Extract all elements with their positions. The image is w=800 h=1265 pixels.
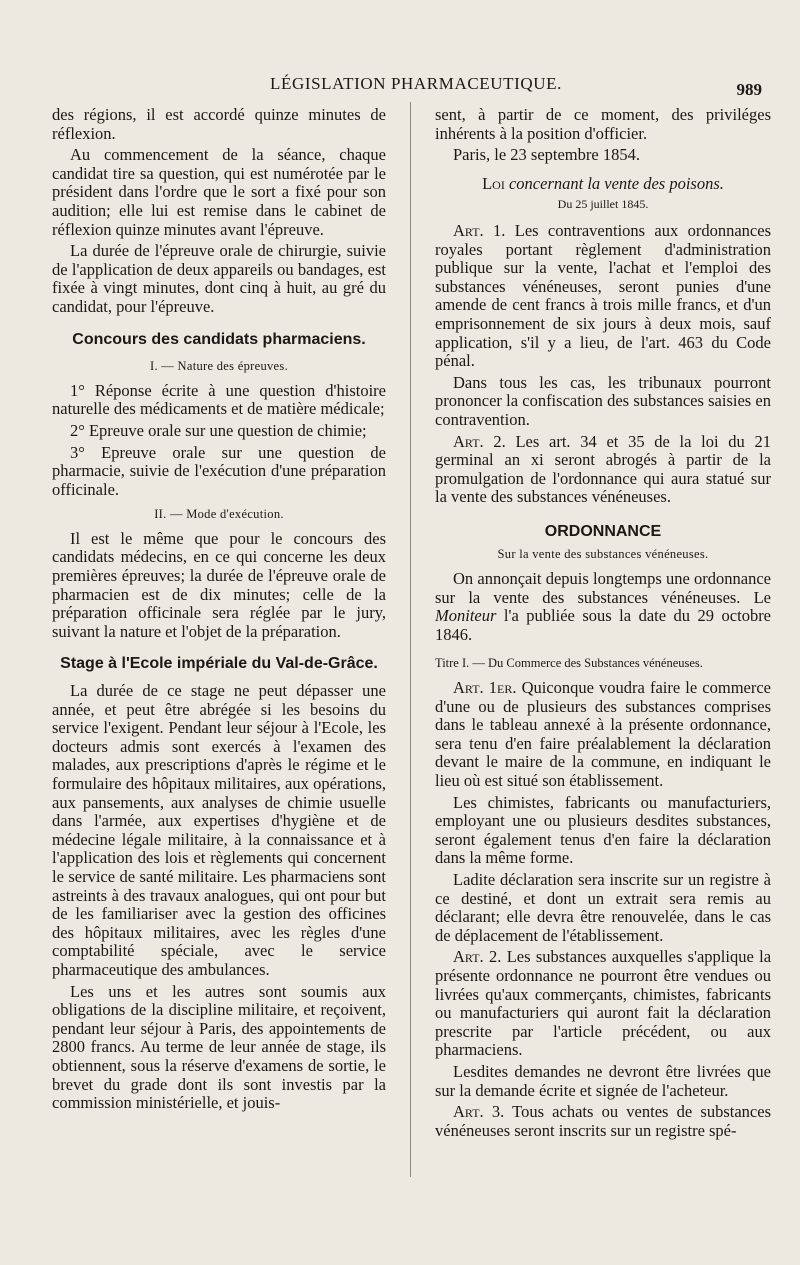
paragraph: La durée de l'épreuve orale de chirurgie, suivie de l'application de deux appareils ou bandages, est fixée à vingt minutes, dont cinq à huit, au gré du candidat, pour l'épreuve. — [52, 241, 386, 316]
right-column — [435, 106, 771, 1143]
paragraph: Les uns et les autres sont soumis aux obligations de la discipline militaire, et reçoivent, pendant leur séjour à Paris, des appointements de 2800 francs. Au terme de leur année de stage, ils obtiennent, sous la réserve d'examens de sortie, le brevet du grade dont ils sont investis par la commission ministérielle, et jouis- — [52, 981, 386, 1113]
text: l'a publiée sous la date du 29 octobre 1846. — [435, 606, 772, 644]
law-title: concernant la vente des poisons. — [508, 173, 724, 193]
article-label: Art. 2. — [453, 947, 502, 967]
subheading-mode: II. — Mode d'exécution. — [154, 507, 284, 522]
article-label: Art. 2. — [453, 431, 506, 451]
ordonnance-subheading: Sur la vente des substances vénéneuses. — [497, 547, 709, 562]
law-prefix: Loi — [482, 173, 505, 193]
subheading-nature: I. — Nature des épreuves. — [149, 359, 288, 374]
paragraph — [435, 570, 771, 644]
paragraph: Paris, le 23 septembre 1854. — [453, 145, 640, 165]
law-heading — [435, 175, 771, 194]
law-date: Du 25 juillet 1845. — [557, 197, 649, 212]
article-text: Quiconque voudra faire le commerce d'une ou de plusieurs des substances comprises dans le tableau annexé à la présente ordonnance, sera tenu d'en faire préalablement la déclaration devant le maire de la commune, en indiquant le lieu où est situé son établissement. — [435, 678, 771, 790]
article — [435, 948, 771, 1060]
article-label: Art. 3. — [453, 1102, 505, 1122]
article — [435, 222, 771, 371]
paragraph: Au commencement de la séance, chaque candidat tire sa question, qui est numérotée par le président dans l'ordre que le sort a fixé pour son audition; elle lui est remise dans le cabinet de réflexion quinze minutes avant l'épreuve. — [52, 145, 386, 239]
article-text: Les substances auxquelles s'applique la présente ordonnance ne pourront être vendues ou livrées qu'aux commerçants, chimistes, fabricants ou manufacturiers qui auront fait la déclaration prescrite par l'article précédent, ou aux pharmaciens. — [435, 947, 772, 1060]
paragraph: Il est le même que pour le concours des candidats médecins, en ce qui concerne les deux premières épreuves; la durée de l'épreuve orale de pharmacien est de dix minutes; celle de la préparation officinale sera réglée par le jury, suivant la nature et l'objet de la préparation. — [52, 528, 386, 641]
section-heading-concours: Concours des candidats pharmaciens. — [72, 330, 366, 348]
newspaper-title: Moniteur — [435, 606, 497, 626]
paragraph: sent, à partir de ce moment, des priviléges inhérents à la position d'officier. — [435, 105, 771, 143]
paragraph: Dans tous les cas, les tribunaux pourront prononcer la confiscation des substances saisies en contravention. — [435, 372, 771, 429]
paragraph: Ladite déclaration sera inscrite sur un registre à ce destiné, et dont un extrait sera remis au déclarant; elle devra être renouvelée, dans le cas de déplacement de l'établissement. — [435, 869, 771, 945]
page-number: 989 — [736, 80, 762, 99]
paragraph: des régions, il est accordé quinze minutes de réflexion. — [52, 105, 386, 143]
article-text: Les contraventions aux ordonnances royales portant règlement d'administration publique sur la vente, l'achat et l'emploi des substances vénéneuses, seront punies d'une amende de cent francs à trois mille francs, et d'un emprisonnement de six jours à deux mois, sauf application, s'il y a lieu, de l'art. 463 du Code pénal. — [435, 220, 771, 371]
list-item: 1° Réponse écrite à une question d'histoire naturelle des médicaments et de matière médicale; — [52, 380, 386, 419]
left-column — [52, 106, 386, 1116]
article — [435, 679, 771, 791]
article-text: Les art. 34 et 35 de la loi du 21 germinal an xi seront abrogés à partir de la promulgation de l'ordonnance qui aura statué sur la vente des substances vénéneuses. — [435, 431, 772, 507]
running-title: LÉGISLATION PHARMACEUTIQUE. — [270, 74, 562, 93]
text: On annonçait depuis longtemps une ordonnance sur la vente des substances vénéneuses. Le — [435, 569, 771, 607]
ordonnance-heading: ORDONNANCE — [544, 522, 662, 540]
titre-heading: Titre I. — Du Commerce des Substances vénéneuses. — [435, 656, 703, 671]
paragraph: Lesdites demandes ne devront être livrées que sur la demande écrite et signée de l'acheteur. — [435, 1061, 771, 1100]
paragraph: La durée de ce stage ne peut dépasser une année, et peut être abrégée si les besoins du service l'exigent. Pendant leur séjour à l'Ecole, les docteurs admis sont exercés à l'examen des malades, aux prescriptions d'après le régime et le formulaire des hôpitaux militaires, aux opérations, aux pansements, aux analyses de chimie usuelle dans l'armée, aux expertises d'hygiène et de médecine légale militaire, à la connaissance et à l'application des lois et règlements qui concernent le service de santé militaire. Les pharmaciens sont astreints à des travaux analogues, qui ont pour but de les familiariser avec la gestion des officines des hôpitaux militaires, avec les règles d'une comptabilité spéciale, avec le service pharmaceutique des ambulances. — [52, 681, 386, 979]
article-label: Art. 1er. — [453, 678, 517, 698]
article — [435, 433, 771, 507]
article-text: Tous achats ou ventes de substances vénéneuses seront inscrits sur un registre spé- — [435, 1102, 772, 1140]
page-header — [0, 74, 800, 98]
article-label: Art. 1. — [453, 220, 506, 240]
article — [435, 1103, 771, 1140]
paragraph: Les chimistes, fabricants ou manufacturiers, employant une ou plusieurs desdites substances, seront également tenus d'en faire la déclaration dans la même forme. — [435, 792, 771, 868]
section-heading-stage: Stage à l'Ecole impériale du Val-de-Grâce. — [60, 655, 378, 673]
column-divider — [410, 102, 411, 1177]
list-item: 2° Epreuve orale sur une question de chimie; — [70, 420, 367, 440]
list-item: 3° Epreuve orale sur une question de pharmacie, suivie de l'exécution d'une préparation officinale. — [52, 442, 386, 499]
